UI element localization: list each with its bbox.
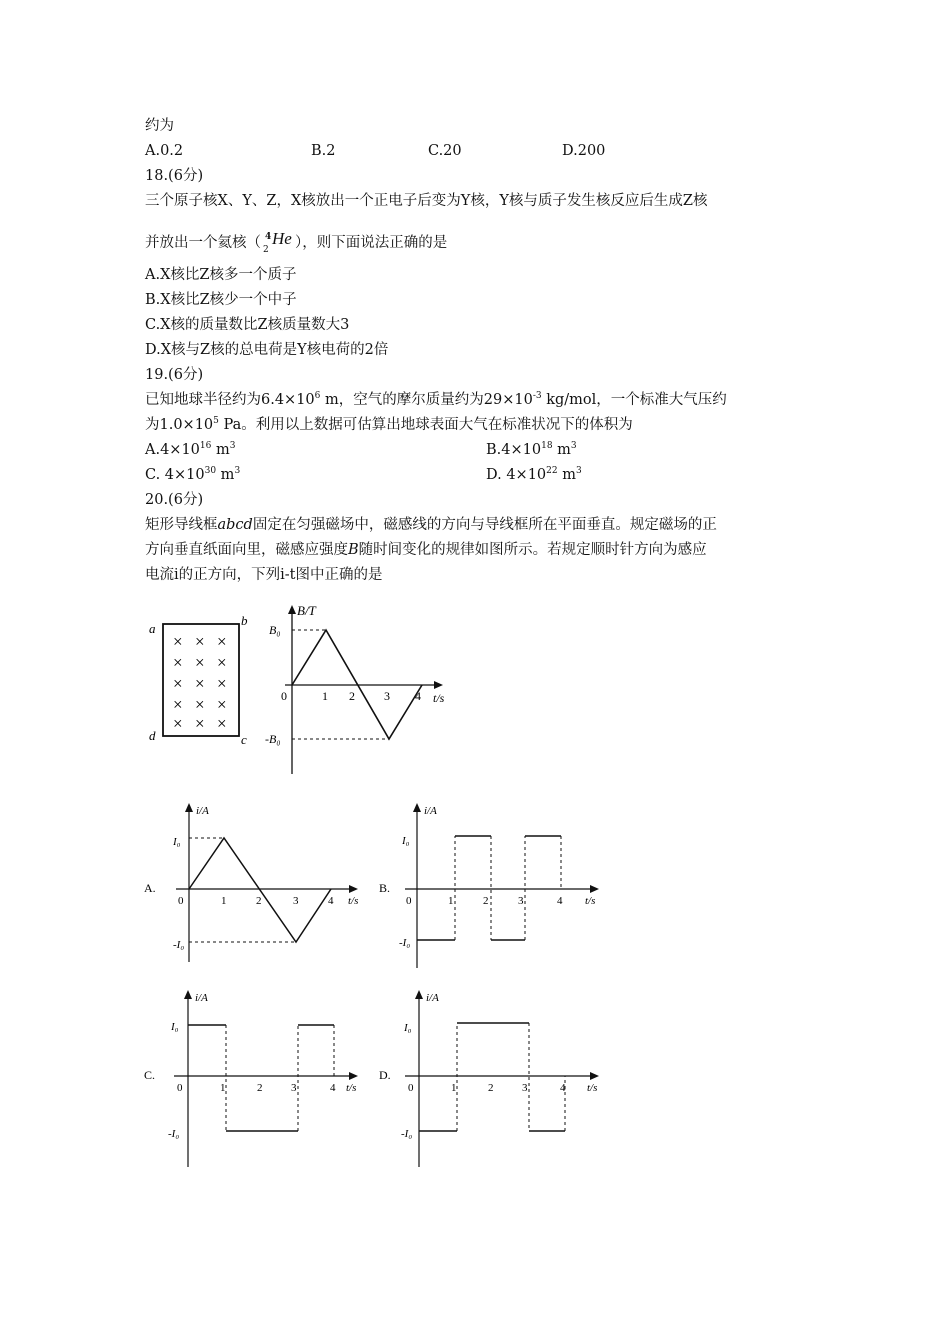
field-cross-0-1: × [195, 632, 205, 651]
q17-option-c[interactable]: C.20 [428, 143, 462, 159]
field-cross-1-1: × [195, 653, 205, 672]
graph-b-i-arrow [413, 803, 421, 812]
field-cross-4-1: × [195, 714, 205, 733]
field-cross-0-2: × [217, 632, 227, 651]
field-cross-0-0: × [173, 632, 183, 651]
q17-option-b[interactable]: B.2 [311, 143, 336, 159]
corner-label-d: d [149, 728, 156, 743]
graph-c-i-label: i/A [195, 992, 208, 1004]
graph-d-i0: I₀ [404, 1022, 412, 1034]
q18-stem-line1: 三个原子核X、Y、Z，X核放出一个正电子后变为Y核，Y核与质子发生核反应后生成Z核 [145, 193, 708, 209]
field-cross-3-0: × [173, 695, 183, 714]
graph-a-neg-i0: -I₀ [173, 939, 185, 951]
b-axis-label: B/T [297, 603, 316, 618]
graph-b-label: B. [379, 881, 391, 895]
graph-a-tick-2: 2 [256, 895, 262, 907]
helium-nucleus-symbol: 4 2 He [263, 229, 292, 255]
q17-tail: 约为 [145, 118, 174, 134]
neg-b0-label: -B₀ [265, 732, 281, 746]
graph-c [140, 985, 365, 1170]
graph-d-tick-2: 2 [488, 1082, 494, 1094]
graph-c-tick-4: 4 [330, 1082, 336, 1094]
corner-label-b: b [241, 613, 248, 628]
t-axis-arrow [434, 681, 443, 689]
graph-d [375, 985, 610, 1170]
q19-option-c[interactable]: C. $4\times 10^{30}$ $m^3$ [145, 466, 241, 483]
field-cross-4-2: × [217, 714, 227, 733]
graph-d-tick-4: 4 [560, 1082, 566, 1094]
tick-1: 1 [322, 689, 328, 703]
graph-c-t-arrow [349, 1072, 358, 1080]
q18-heading: 18.(6分) [145, 168, 204, 184]
graph-d-i-label: i/A [426, 992, 439, 1004]
q19-stem-line1: 已知地球半径约为$6.4\times 10^6$ m，空气的摩尔质量约为$29\times 10^{-3}$ kg/mol，一个标准大气压约 [145, 391, 727, 408]
field-cross-3-1: × [195, 695, 205, 714]
b0-label: B₀ [269, 623, 281, 637]
q18-stem-line2: 并放出一个氦核（ 4 2 He ），则下面说法正确的是 [145, 229, 448, 255]
magnetic-field-crosses [173, 632, 227, 733]
graph-c-tick-3: 3 [291, 1082, 297, 1094]
q19-stem-line2: 为$1.0\times 10^5$ Pa。利用以上数据可估算出地球表面大气在标准状况下的体积为 [145, 416, 633, 433]
graph-a-t-label: t/s [348, 895, 359, 907]
graph-d-tick-3: 3 [522, 1082, 528, 1094]
field-cross-3-2: × [217, 695, 227, 714]
graph-d-t-arrow [590, 1072, 599, 1080]
tick-0: 0 [281, 689, 287, 703]
corner-label-c: c [241, 732, 247, 747]
graph-b [375, 800, 610, 970]
graph-b-i-label: i/A [424, 805, 437, 817]
tick-4: 4 [415, 689, 421, 703]
q17-option-d[interactable]: D.200 [562, 143, 606, 159]
graph-c-i0: I₀ [171, 1021, 179, 1033]
tick-2: 2 [349, 689, 355, 703]
q19-option-b[interactable]: $B.4\times 10^{18}$ $m^3$ [486, 441, 577, 458]
graph-c-t-label: t/s [346, 1082, 357, 1094]
graph-d-neg-i0: -I₀ [401, 1128, 413, 1140]
q18-option-b[interactable]: B.X核比Z核少一个中子 [145, 292, 297, 308]
field-cross-2-0: × [173, 674, 183, 693]
graph-c-tick-0: 0 [177, 1082, 183, 1094]
graph-a-label: A. [144, 881, 156, 895]
graph-d-label: D. [379, 1068, 391, 1082]
graph-c-neg-i0: -I₀ [168, 1128, 180, 1140]
q20-stem-line2: 方向垂直纸面向里，磁感应强度B随时间变化的规律如图所示。若规定顺时针方向为感应 [145, 542, 707, 558]
q20-figure [145, 598, 465, 778]
graph-c-i-arrow [184, 990, 192, 999]
q19-option-a[interactable]: $A.4\times 10^{16}$ $m^3$ [145, 441, 236, 458]
q18-option-c[interactable]: C.X核的质量数比Z核质量数大3 [145, 317, 350, 333]
graph-a-i-label: i/A [196, 805, 209, 817]
graph-a [140, 800, 365, 970]
field-cross-4-0: × [173, 714, 183, 733]
graph-b-neg-i0: -I₀ [399, 937, 411, 949]
graph-a-tick-3: 3 [293, 895, 299, 907]
graph-c-tick-2: 2 [257, 1082, 263, 1094]
tick-3: 3 [384, 689, 390, 703]
graph-b-t-label: t/s [585, 895, 596, 907]
q20-stem-line1: 矩形导线框abcd固定在匀强磁场中，磁感线的方向与导线框所在平面垂直。规定磁场的正 [145, 517, 717, 533]
b-axis-arrow [288, 605, 296, 614]
graph-d-i-arrow [415, 990, 423, 999]
field-cross-2-2: × [217, 674, 227, 693]
graph-d-t-label: t/s [587, 1082, 598, 1094]
graph-b-tick-1: 1 [448, 895, 454, 907]
graph-c-tick-1: 1 [220, 1082, 226, 1094]
graph-b-tick-3: 3 [518, 895, 524, 907]
graph-b-t-arrow [590, 885, 599, 893]
q20-stem-line3: 电流i的正方向，下列i-t图中正确的是 [145, 567, 383, 583]
graph-a-t-arrow [349, 885, 358, 893]
q17-option-a[interactable]: A.0.2 [145, 143, 184, 159]
graph-a-tick-1: 1 [221, 895, 227, 907]
graph-b-tick-2: 2 [483, 895, 489, 907]
graph-a-i0: I₀ [173, 836, 181, 848]
graph-b-i0: I₀ [402, 835, 410, 847]
graph-b-tick-4: 4 [557, 895, 563, 907]
graph-d-tick-1: 1 [451, 1082, 457, 1094]
field-cross-1-2: × [217, 653, 227, 672]
field-cross-2-1: × [195, 674, 205, 693]
field-cross-1-0: × [173, 653, 183, 672]
q19-option-d[interactable]: D. $4\times 10^{22}$ $m^3$ [486, 466, 582, 483]
q19-heading: 19.(6分) [145, 367, 204, 383]
graph-b-tick-0: 0 [406, 895, 412, 907]
graph-c-label: C. [144, 1068, 156, 1082]
corner-label-a: a [149, 621, 156, 636]
q20-heading: 20.(6分) [145, 492, 204, 508]
graph-a-curve [189, 838, 331, 942]
q18-option-d[interactable]: D.X核与Z核的总电荷是Y核电荷的2倍 [145, 342, 389, 358]
graph-a-tick-0: 0 [178, 895, 184, 907]
graph-d-tick-0: 0 [408, 1082, 414, 1094]
q18-option-a[interactable]: A.X核比Z核多一个质子 [145, 267, 297, 283]
t-axis-label: t/s [433, 691, 445, 705]
graph-a-tick-4: 4 [328, 895, 334, 907]
graph-a-i-arrow [185, 803, 193, 812]
